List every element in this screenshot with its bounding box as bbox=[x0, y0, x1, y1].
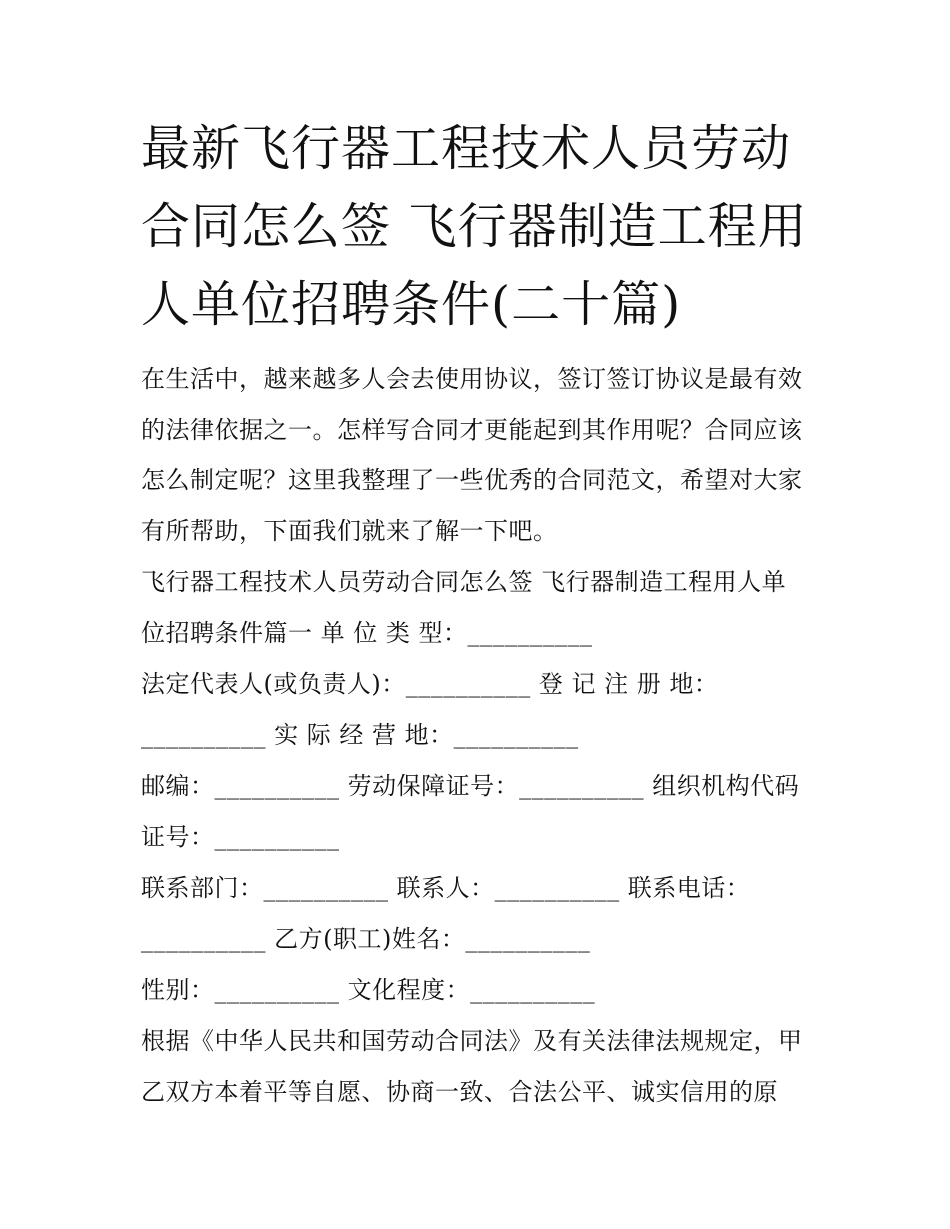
section-heading-line-1: 飞行器工程技术人员劳动合同怎么签 飞行器制造工程用人单 bbox=[141, 568, 787, 596]
form-line-employee-name: __________ 乙方(职工)姓名：__________ bbox=[141, 925, 591, 953]
form-line-postcode: 邮编：__________ 劳动保障证号：__________ 组织机构代码 bbox=[141, 772, 800, 800]
form-line-business-address: __________ 实 际 经 营 地：__________ bbox=[141, 721, 579, 749]
form-line-contact: 联系部门：__________ 联系人：__________ 联系电话： bbox=[141, 874, 751, 902]
title-line-3: 人单位招聘条件(二十篇) bbox=[141, 276, 682, 333]
section-heading-line-2: 位招聘条件篇一 单 位 类 型：__________ bbox=[141, 619, 593, 647]
form-line-org-code: 证号：__________ bbox=[141, 823, 340, 851]
clause-line-1: 根据《中华人民共和国劳动合同法》及有关法律法规规定，甲 bbox=[141, 1027, 803, 1055]
title-line-2: 合同怎么签 飞行器制造工程用 bbox=[141, 198, 808, 255]
form-line-gender-education: 性别：__________ 文化程度：__________ bbox=[141, 976, 596, 1004]
clause-line-2: 乙双方本着平等自愿、协商一致、合法公平、诚实信用的原 bbox=[141, 1078, 778, 1106]
intro-line-3: 怎么制定呢？这里我整理了一些优秀的合同范文，希望对大家 bbox=[141, 466, 803, 494]
intro-line-2: 的法律依据之一。怎样写合同才更能起到其作用呢？合同应该 bbox=[141, 416, 803, 444]
document-title bbox=[141, 110, 821, 344]
intro-line-1: 在生活中，越来越多人会去使用协议，签订签订协议是最有效 bbox=[141, 365, 803, 393]
intro-line-4: 有所帮助，下面我们就来了解一下吧。 bbox=[141, 517, 558, 545]
title-line-1: 最新飞行器工程技术人员劳动 bbox=[141, 120, 792, 177]
form-line-legal-rep: 法定代表人(或负责人)：__________ 登 记 注 册 地： bbox=[141, 670, 719, 698]
